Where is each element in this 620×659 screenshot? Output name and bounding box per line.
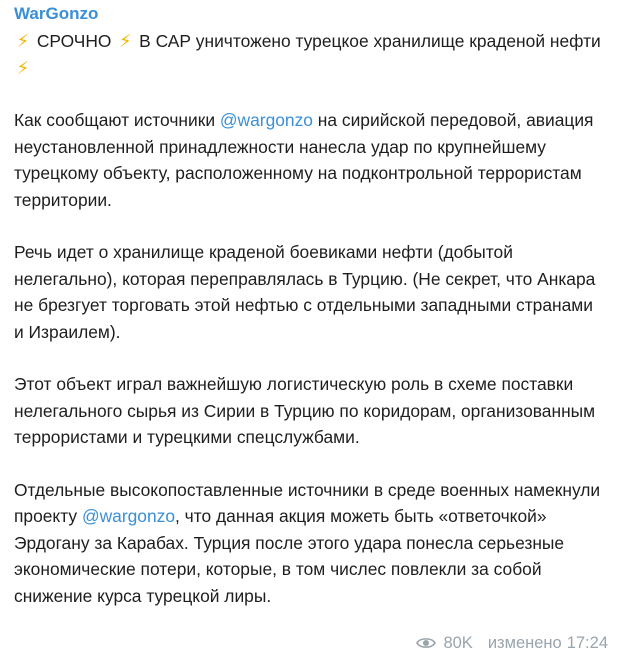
paragraph-text: Этот объект играл важнейшую логистическую роль в схеме поставки нелегального сырья из Сирии в Турцию по коридорам, организованным террористами и турецкими спецслужбами. <box>14 374 596 447</box>
edited-label: изменено <box>487 633 562 652</box>
channel-name[interactable]: WarGonzo <box>14 4 99 23</box>
lightning-icon: ⚡ <box>118 31 132 51</box>
eye-icon <box>416 636 436 650</box>
lightning-icon: ⚡ <box>16 31 30 51</box>
message-time: 17:24 <box>566 633 608 652</box>
post-body <box>14 28 606 609</box>
paragraph-text: на сирийской передовой, авиация неустановленной принадлежности нанесла удар по крупнейшему турецкому объекту, расположенному на подконтрольной террористам территории. <box>14 110 594 210</box>
post-headline <box>14 28 606 81</box>
paragraph-text: Отдельные высокопоставленные источники в среде военных намекнули проекту <box>14 479 601 526</box>
paragraph-text: , что данная акция можеть быть «ответочкой» Эрдогану за Карабах. Турция после этого удара понесла серьезные экономические потери, которые, в том числес повлекли за собой снижение курса турецкой лиры. <box>14 506 565 606</box>
lightning-icon: ⚡ <box>16 57 30 78</box>
paragraph-4 <box>14 477 606 610</box>
headline-label: СРОЧНО <box>36 31 112 51</box>
message-meta <box>416 631 608 655</box>
view-count: 80K <box>443 633 473 652</box>
mention-link[interactable]: @wargonzo <box>81 506 175 526</box>
headline-text: В САР уничтожено турецкое хранилище краденой нефти <box>139 31 601 51</box>
paragraph-3 <box>14 371 606 451</box>
paragraph-1 <box>14 107 606 213</box>
paragraph-text: Как сообщают источники <box>14 110 220 130</box>
paragraph-text: Речь идет о хранилище краденой боевиками нефти (добытой нелегально), которая переправлялась в Турцию. (Не секрет, что Анкара не брезгует торговать этой нефтью с отдельными западными странами и Израилем). <box>14 242 596 342</box>
paragraph-2 <box>14 239 606 345</box>
mention-link[interactable]: @wargonzo <box>219 110 313 130</box>
